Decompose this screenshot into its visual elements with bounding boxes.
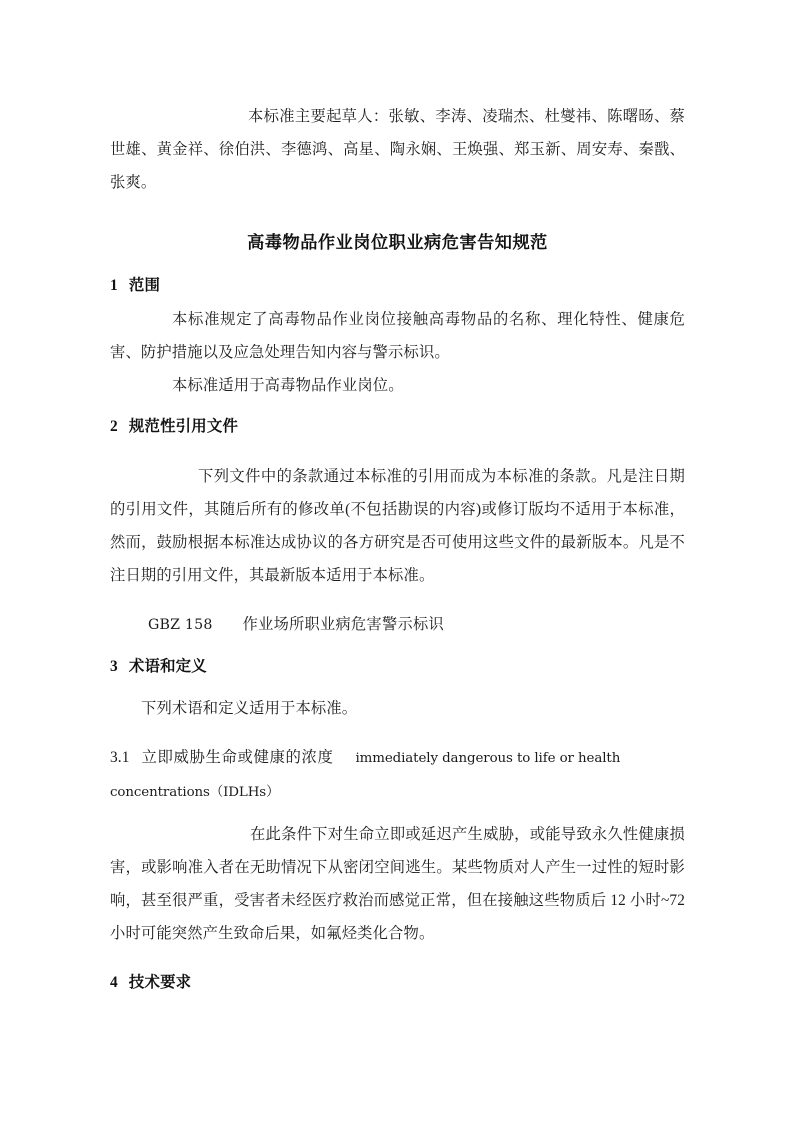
section-title-3: 术语和定义 (128, 658, 207, 675)
section-number-2: 2 (110, 418, 118, 435)
section-title-2: 规范性引用文件 (128, 418, 239, 435)
drafters-paragraph: 本标准主要起草人：张敏、李涛、凌瑞杰、杜燮祎、陈曙旸、蔡世雄、黄金祥、徐伯洪、李德鸿、高星、陶永娴、王焕强、郑玉新、周安寿、秦戬、张爽。 (110, 108, 685, 191)
spacer (110, 444, 685, 460)
section-heading-2 (110, 410, 685, 444)
section-2-paragraph-1: 下列文件中的条款通过本标准的引用而成为本标准的条款。凡是注日期的引用文件，其随后所有的修改单(不包括勘误的内容)或修订版均不适用于本标准，然而，鼓励根据本标准达成协议的各方研究是否可使用这些文件的最新版本。凡是不注日期的引用文件，其最新版本适用于本标准。 (110, 468, 685, 584)
document-title: 高毒物品作业岗位职业病危害告知规范 (247, 233, 548, 252)
section-heading-3 (110, 650, 685, 684)
spacer (110, 684, 685, 692)
subsection-term-3-1: 立即威胁生命或健康的浓度 (141, 749, 334, 766)
subsection-heading-3-1 (110, 741, 685, 776)
section-1-paragraph-2: 本标准适用于高毒物品作业岗位。 (172, 377, 404, 394)
spacer (110, 810, 685, 818)
section-1-paragraph-1: 本标准规定了高毒物品作业岗位接触高毒物品的名称、理化特性、健康危害、防护措施以及应急处理告知内容与警示标识。 (110, 311, 685, 361)
section-number-1: 1 (110, 277, 118, 294)
subsection-number-3-1: 3.1 (110, 749, 130, 766)
section-heading-1 (110, 269, 685, 303)
reference-title: 作业场所职业病危害警示标识 (242, 616, 444, 633)
section-title-4: 技术要求 (128, 974, 192, 991)
section-heading-4 (110, 966, 685, 1000)
subsection-term-english-3-1: immediately dangerous to life or health (355, 751, 621, 766)
subsection-term-english-continued-3-1: concentrations（IDLHs） (110, 785, 280, 800)
subsection-definition-3-1: 在此条件下对生命立即或延迟产生威胁，或能导致永久性健康损害，或影响准入者在无助情况下从密闭空间逃生。某些物质对人产生一过性的短时影响，甚至很严重，受害者未经医疗救治而感觉正常，但在接触这些物质后 12 小时~72 小时可能突然产生致命后果，如氟烃类化合物。 (110, 826, 685, 942)
spacer (110, 402, 685, 410)
spacer (110, 642, 685, 650)
section-number-3: 3 (110, 658, 118, 675)
normative-reference-gbz158 (110, 608, 685, 642)
reference-code: GBZ 158 (148, 617, 213, 633)
spacer (110, 725, 685, 741)
section-number-4: 4 (110, 974, 118, 991)
spacer (110, 592, 685, 608)
spacer (110, 950, 685, 966)
document-body (110, 100, 685, 1000)
section-3-paragraph-1: 下列术语和定义适用于本标准。 (141, 700, 358, 717)
section-title-1: 范围 (128, 277, 161, 294)
